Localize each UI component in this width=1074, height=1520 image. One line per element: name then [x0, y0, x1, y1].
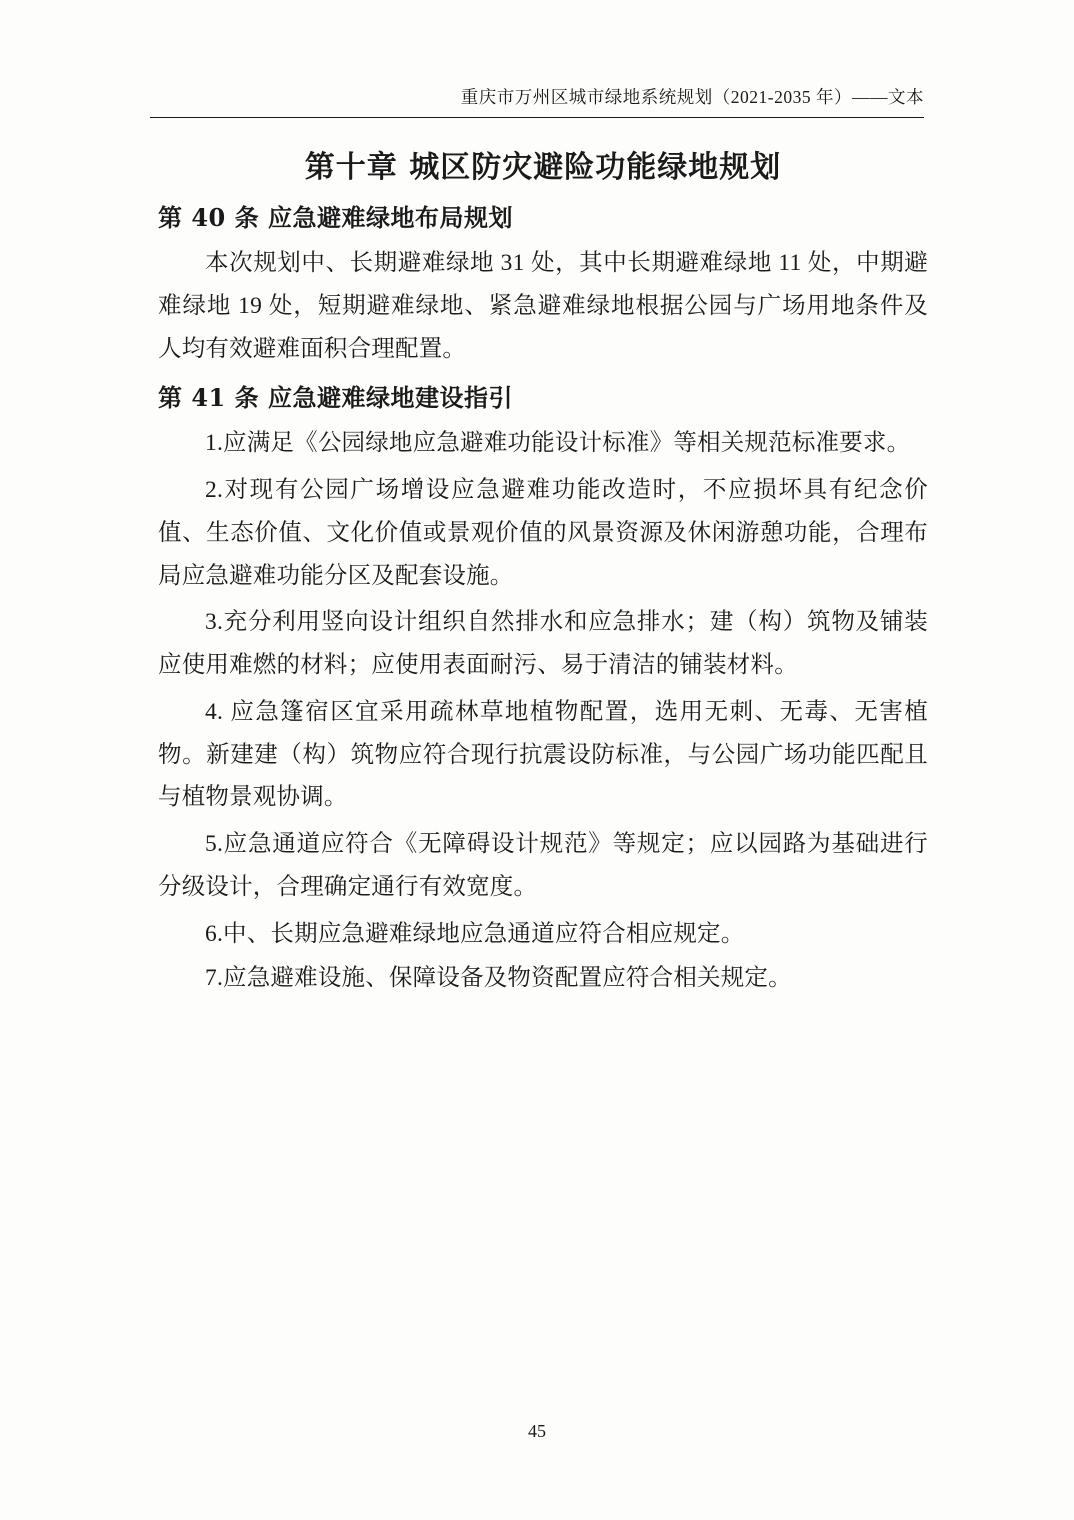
- clause-heading-41: 第 41 条 应急避难绿地建设指引: [158, 383, 513, 413]
- paragraph: 1.应满足《公园绿地应急避难功能设计标准》等相关规范标准要求。: [205, 430, 911, 457]
- header-divider: [150, 117, 924, 118]
- paragraph: 2.对现有公园广场增设应急避难功能改造时，不应损坏具有纪念价值、生态价值、文化价值或景观价值的风景资源及休闲游憩功能，合理布局应急避难功能分区及配套设施。: [158, 477, 928, 589]
- paragraph: 6.中、长期应急避难绿地应急通道应符合相应规定。: [205, 920, 745, 947]
- page-number: 45: [528, 1421, 546, 1441]
- paragraph: 7.应急避难设施、保障设备及物资配置应符合相关规定。: [205, 965, 792, 992]
- paragraph: 5.应急通道应符合《无障碍设计规范》等规定；应以园路为基础进行分级设计，合理确定通行有效宽度。: [158, 831, 928, 900]
- paragraph: 3.充分利用竖向设计组织自然排水和应急排水；建（构）筑物及铺装应使用难燃的材料；应使用表面耐污、易于清洁的铺装材料。: [158, 609, 928, 679]
- page-header: 重庆市万州区城市绿地系统规划（2021-2035 年）——文本: [460, 87, 924, 107]
- paragraph: 本次规划中、长期避难绿地 31 处，其中长期避难绿地 11 处，中期避难绿地 19 处，短期避难绿地、紧急避难绿地根据公园与广场用地条件及人均有效避难面积合理配置。: [158, 250, 928, 362]
- clause-heading-40: 第 40 条 应急避难绿地布局规划: [158, 203, 513, 232]
- page-content: [158, 130, 928, 1002]
- chapter-title: 第十章 城区防灾避险功能绿地规划: [304, 150, 782, 185]
- paragraph: 4. 应急篷宿区宜采用疏林草地植物配置，选用无刺、无毒、无害植物。新建建（构）筑物应符合现行抗震设防标准，与公园广场功能匹配且与植物景观协调。: [158, 698, 928, 811]
